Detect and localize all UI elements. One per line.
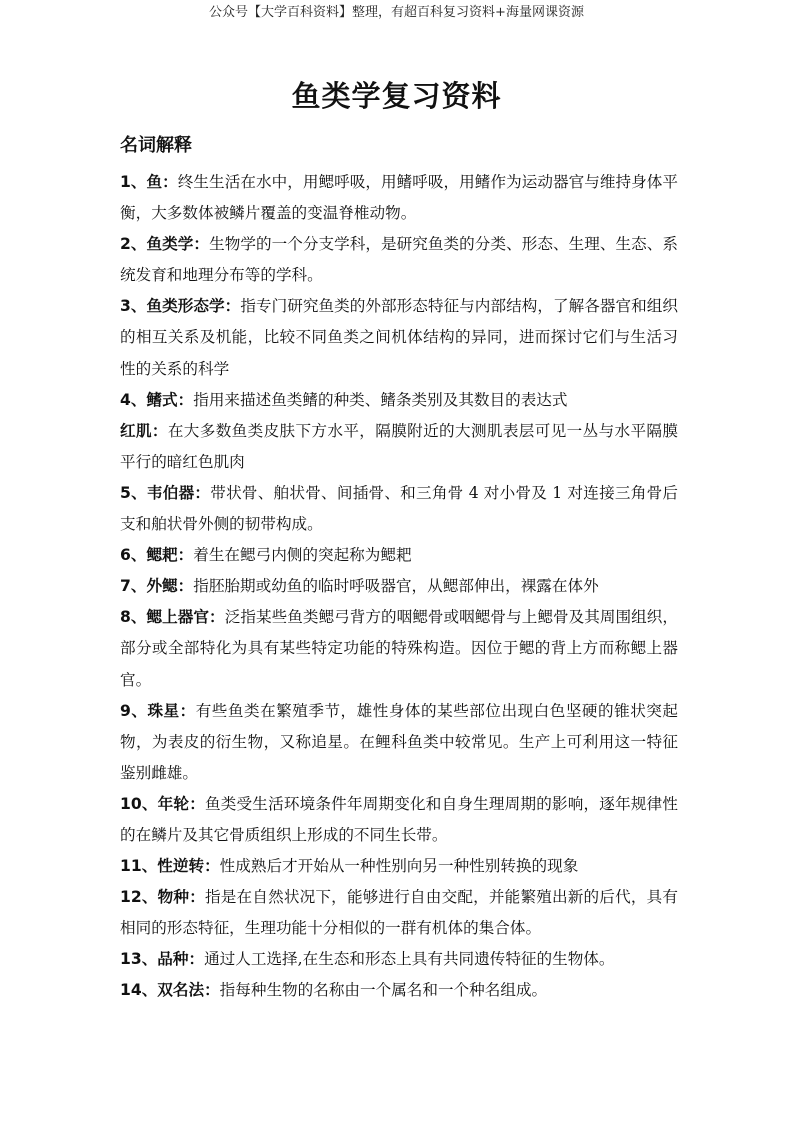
- glossary-entry: [120, 571, 678, 602]
- entry-definition: 带状骨、舶状骨、间插骨、和三角骨 4 对小骨及 1 对连接三角骨后支和舶状骨外侧的韧带构成。: [120, 483, 678, 534]
- entry-term: 6、鳃耙：: [120, 546, 194, 565]
- entry-definition: 性成熟后才开始从一种性别向另一种性别转换的现象: [219, 857, 579, 876]
- entry-term: 2、鱼类学：: [120, 235, 210, 254]
- glossary-entry: [120, 540, 678, 571]
- entry-term: 14、双名法：: [120, 981, 220, 1000]
- document-title: 鱼类学复习资料: [291, 79, 502, 113]
- entry-definition: 通过人工选择,在生态和形态上具有共同遗传特征的生物体。: [204, 950, 615, 969]
- entry-definition: 泛指某些鱼类鳃弓背方的咽鳃骨或咽鳃骨与上鳃骨及其周围组织，部分或全部特化为具有某些特定功能的特殊构造。因位于鳃的背上方而称鳃上器官。: [120, 608, 678, 689]
- glossary-entry: [120, 229, 678, 291]
- entry-definition: 生物学的一个分支学科，是研究鱼类的分类、形态、生理、生态、系统发育和地理分布等的学科。: [120, 235, 678, 285]
- header-note: 公众号【大学百科资料】整理，有超百科复习资料+海量网课资源: [209, 5, 584, 20]
- entry-definition: 终生生活在水中，用鳃呼吸，用鳍呼吸，用鳍作为运动器官与维持身体平衡，大多数体被鳞片覆盖的变温脊椎动物。: [120, 173, 678, 223]
- glossary-entry: [120, 851, 678, 882]
- glossary-entry: [120, 167, 678, 229]
- entry-term: 12、物种：: [120, 888, 205, 907]
- entry-term: 8、鳃上器官：: [120, 608, 225, 627]
- glossary-entry: [120, 416, 678, 478]
- glossary-entry: [120, 696, 678, 789]
- entry-definition: 指是在自然状况下，能够进行自由交配，并能繁殖出新的后代，具有相同的形态特征，生理功能十分相似的一群有机体的集合体。: [120, 888, 678, 938]
- entry-term: 11、性逆转：: [120, 857, 220, 876]
- glossary-entry: [120, 882, 678, 944]
- entry-definition: 有些鱼类在繁殖季节，雄性身体的某些部位出现白色坚硬的锥状突起物，为表皮的衍生物，又称追星。在鲤科鱼类中较常见。生产上可利用这一特征鉴别雌雄。: [120, 701, 678, 782]
- glossary-entry: [120, 602, 678, 695]
- entry-term: 1、鱼：: [120, 173, 178, 191]
- glossary-entry: [120, 478, 678, 540]
- glossary-list: [120, 167, 678, 1007]
- entry-term: 4、鳍式：: [120, 390, 194, 409]
- section-heading: 名词解释: [120, 135, 192, 156]
- entry-term: 10、年轮：: [120, 794, 205, 813]
- entry-term: 7、外鳃：: [120, 577, 194, 596]
- entry-definition: 指用来描述鱼类鳍的种类、鳍条类别及其数目的表达式: [193, 390, 568, 409]
- entry-definition: 在大多数鱼类皮肤下方水平，隔膜附近的大测肌表层可见一丛与水平隔膜平行的暗红色肌肉: [120, 421, 678, 471]
- glossary-entry: [120, 291, 678, 384]
- entry-definition: 指每种生物的名称由一个属名和一个种名组成。: [219, 981, 548, 1000]
- entry-definition: 着生在鳃弓内侧的突起称为鳃耙: [193, 546, 412, 565]
- entry-definition: 鱼类受生活环境条件年周期变化和自身生理周期的影响，逐年规律性的在鳞片及其它骨质组织上形成的不同生长带。: [120, 794, 678, 844]
- entry-term: 9、珠星：: [120, 701, 196, 720]
- entry-definition: 指专门研究鱼类的外部形态特征与内部结构，了解各器官和组织的相互关系及机能，比较不同鱼类之间机体结构的异同，进而探讨它们与生活习性的关系的科学: [120, 297, 678, 378]
- entry-definition: 指胚胎期或幼鱼的临时呼吸器官，从鳃部伸出，裸露在体外: [193, 577, 599, 596]
- entry-term: 红肌：: [120, 421, 168, 440]
- glossary-entry: [120, 975, 678, 1006]
- glossary-entry: [120, 944, 678, 975]
- glossary-entry: [120, 789, 678, 851]
- entry-term: 3、鱼类形态学：: [120, 297, 241, 316]
- entry-term: 5、韦伯器：: [120, 483, 211, 502]
- entry-term: 13、品种：: [120, 950, 205, 969]
- glossary-entry: [120, 385, 678, 416]
